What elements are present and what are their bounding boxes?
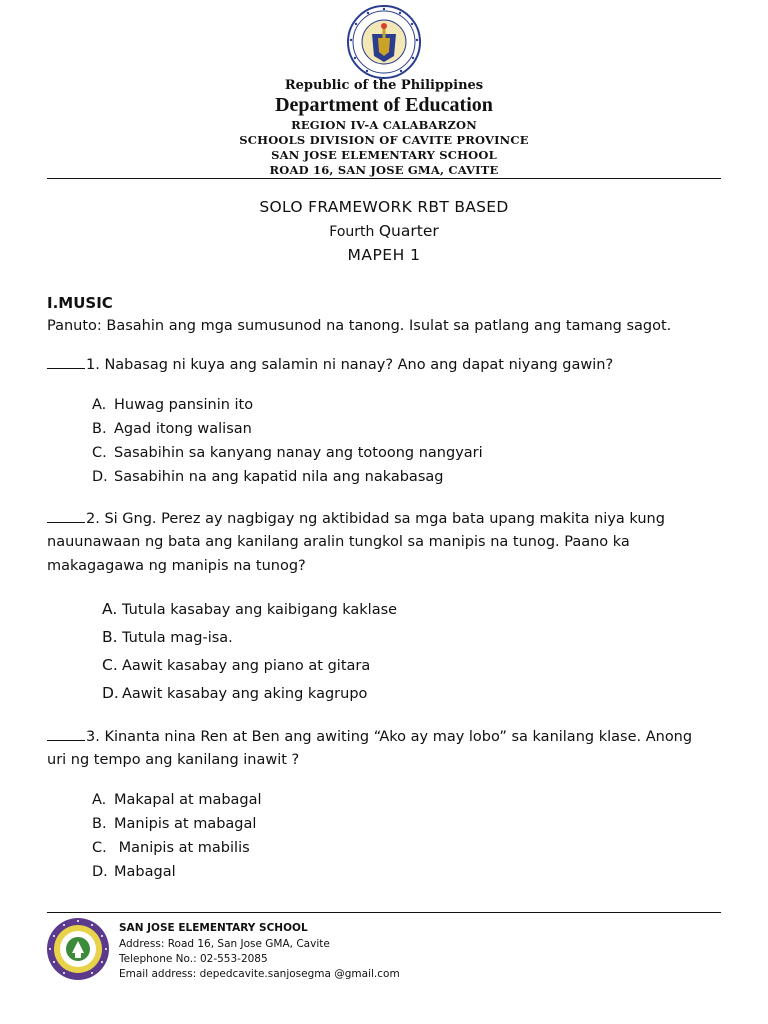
question-text: Nabasag ni kuya ang salamin ni nanay? Ano ang dapat niyang gawin? — [104, 357, 614, 373]
option-text: Makapal at mabagal — [114, 792, 262, 808]
question-2-line-3: makagagawa ng manipis na tunog? — [47, 558, 306, 574]
option-text: Manipis at mabagal — [114, 816, 257, 832]
school-address-label: ROAD 16, SAN JOSE GMA, CAVITE — [269, 163, 499, 177]
footer-address: Address: Road 16, San Jose GMA, Cavite — [119, 938, 330, 950]
question-2 — [47, 510, 665, 527]
footer-school-name: SAN JOSE ELEMENTARY SCHOOL — [119, 922, 308, 934]
option-letter: A. — [92, 792, 107, 808]
deped-seal-icon — [342, 4, 426, 80]
answer-blank[interactable] — [47, 728, 85, 741]
exam-framework-title: SOLO FRAMEWORK RBT BASED — [259, 198, 509, 216]
quarter-suffix: Quarter — [378, 222, 439, 240]
option-letter: D. — [102, 684, 119, 702]
option-1c — [92, 445, 483, 461]
option-text: Tutula mag-isa. — [122, 630, 233, 646]
option-letter: A. — [92, 397, 107, 413]
footer-divider — [47, 912, 721, 913]
option-1d — [92, 469, 443, 485]
division-label: SCHOOLS DIVISION OF CAVITE PROVINCE — [239, 133, 529, 147]
option-2b — [102, 628, 233, 646]
option-text: Huwag pansinin ito — [114, 397, 254, 413]
option-3d — [92, 864, 176, 880]
option-letter: A. — [102, 600, 118, 618]
question-2-line-2: nauunawaan ng bata ang kanilang aralin tungkol sa manipis na tunog. Paano ka — [47, 534, 630, 550]
option-1b — [92, 421, 252, 437]
quarter-title — [0, 222, 768, 240]
option-3a — [92, 792, 262, 808]
header-divider — [47, 178, 721, 179]
option-text: Manipis at mabilis — [114, 840, 250, 856]
answer-blank[interactable] — [47, 356, 85, 369]
question-text: Si Gng. Perez ay nagbigay ng aktibidad sa mga bata upang makita niya kung — [104, 511, 665, 527]
instructions: Panuto: Basahin ang mga sumusunod na tanong. Isulat sa patlang ang tamang sagot. — [47, 318, 672, 334]
option-2c — [102, 656, 370, 674]
option-text: Agad itong walisan — [114, 421, 252, 437]
option-text: Sasabihin sa kanyang nanay ang totoong nangyari — [114, 445, 483, 461]
option-text: Mabagal — [114, 864, 176, 880]
quarter-word: Fourth — [329, 224, 375, 240]
question-text: Kinanta nina Ren at Ben ang awiting “Ako ay may lobo” sa kanilang klase. Anong — [104, 729, 693, 745]
option-2a — [102, 600, 397, 618]
footer-email: Email address: depedcavite.sanjosegma @gmail.com — [119, 968, 400, 980]
question-1 — [47, 356, 613, 373]
option-letter: D. — [92, 864, 108, 880]
question-3 — [47, 728, 692, 745]
answer-blank[interactable] — [47, 510, 85, 523]
department-title: Department of Education — [275, 94, 493, 116]
option-letter: C. — [92, 840, 107, 856]
option-text: Aawit kasabay ang piano at gitara — [122, 658, 371, 674]
option-letter: D. — [92, 469, 108, 485]
question-3-line-2: uri ng tempo ang kanilang inawit ? — [47, 752, 300, 768]
option-letter: B. — [92, 816, 107, 832]
question-number: 3. — [86, 729, 100, 745]
option-2d — [102, 684, 367, 702]
question-number: 2. — [86, 511, 100, 527]
option-letter: C. — [92, 445, 107, 461]
option-3b — [92, 816, 256, 832]
option-3c — [92, 840, 250, 856]
option-1a — [92, 397, 253, 413]
option-letter: B. — [102, 628, 118, 646]
option-letter: B. — [92, 421, 107, 437]
republic-label: Republic of the Philippines — [284, 78, 484, 93]
option-text: Sasabihin na ang kapatid nila ang nakabasag — [114, 469, 444, 485]
question-number: 1. — [86, 357, 100, 373]
school-label: SAN JOSE ELEMENTARY SCHOOL — [271, 148, 497, 162]
region-label: REGION IV-A CALABARZON — [291, 118, 477, 132]
school-logo-icon — [46, 917, 110, 981]
section-heading: I.MUSIC — [47, 294, 113, 312]
option-text: Tutula kasabay ang kaibigang kaklase — [122, 602, 398, 618]
option-text: Aawit kasabay ang aking kagrupo — [122, 686, 368, 702]
footer-telephone: Telephone No.: 02-553-2085 — [119, 953, 268, 965]
subject-title: MAPEH 1 — [347, 246, 421, 264]
option-letter: C. — [102, 656, 118, 674]
